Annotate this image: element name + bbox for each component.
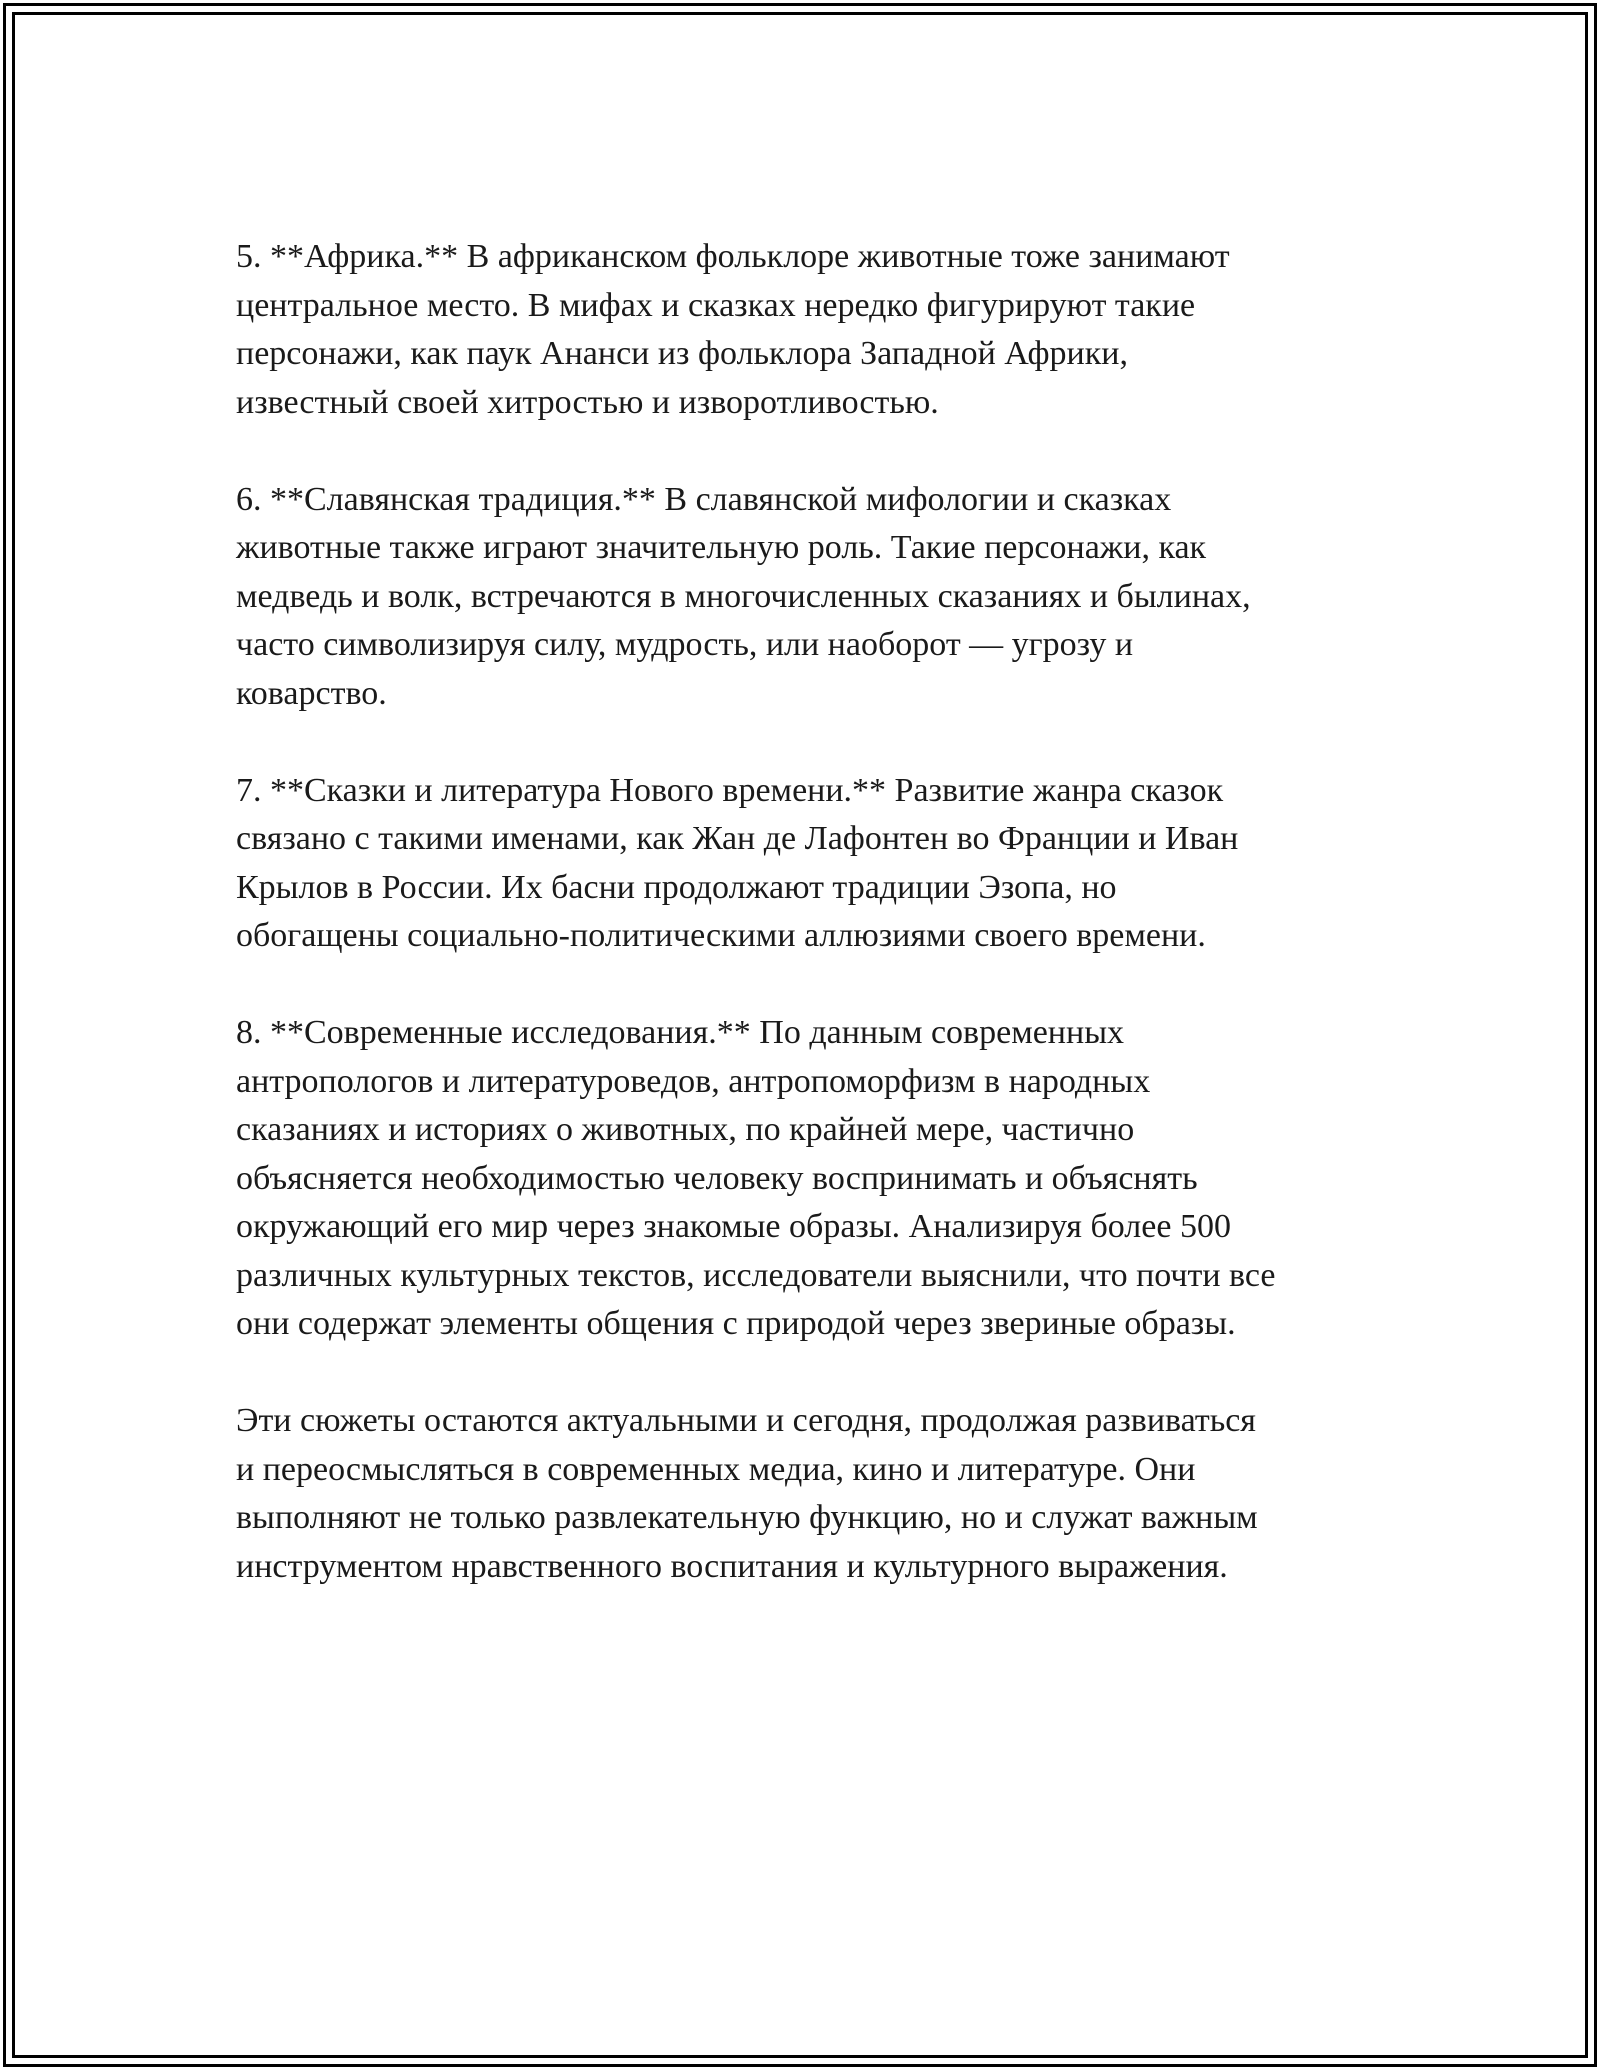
text-line: выполняют не только развлекательную функцию, но и служат важным [236, 1499, 1258, 1536]
text-line: связано с такими именами, как Жан де Лафонтен во Франции и Иван [236, 820, 1239, 857]
paragraph-conclusion [236, 1397, 1386, 1591]
text-line: животные также играют значительную роль. Такие персонажи, как [236, 529, 1207, 566]
text-line: обогащены социально-политическими аллюзиями своего времени. [236, 917, 1206, 954]
text-line: Эти сюжеты остаются актуальными и сегодня, продолжая развиваться [236, 1402, 1256, 1439]
text-line: Крылов в России. Их басни продолжают традиции Эзопа, но [236, 868, 1117, 906]
document-body [236, 233, 1386, 1640]
paragraph-africa [236, 233, 1386, 427]
paragraph-modern-literature [236, 767, 1386, 961]
text-line: 6. **Славянская традиция.** В славянской мифологии и сказках [236, 480, 1172, 518]
text-line: коварство. [236, 674, 387, 712]
text-line: часто символизируя силу, мудрость, или наоборот — угрозу и [236, 626, 1134, 663]
paragraph-modern-research [236, 1009, 1386, 1349]
text-line: антропологов и литературоведов, антропоморфизм в народных [236, 1062, 1151, 1100]
paragraph-slavic-tradition [236, 476, 1386, 719]
text-line: они содержат элементы общения с природой через звериные образы. [236, 1305, 1236, 1342]
text-line: окружающий его мир через знакомые образы. Анализируя более 500 [236, 1208, 1231, 1245]
text-line: центральное место. В мифах и сказках нередко фигурируют такие [236, 286, 1196, 324]
text-line: известный своей хитростью и изворотливостью. [236, 383, 939, 421]
text-line: 7. **Сказки и литература Нового времени.** Развитие жанра сказок [236, 771, 1224, 809]
text-line: медведь и волк, встречаются в многочисленных сказаниях и былинах, [236, 577, 1251, 615]
text-line: и переосмысляться в современных медиа, кино и литературе. Они [236, 1450, 1196, 1488]
text-line: 8. **Современные исследования.** По данным современных [236, 1014, 1125, 1051]
text-line: персонажи, как паук Ананси из фольклора Западной Африки, [236, 335, 1128, 372]
text-line: различных культурных текстов, исследователи выяснили, что почти все [236, 1256, 1276, 1294]
text-line: сказаниях и историях о животных, по крайней мере, частично [236, 1111, 1135, 1148]
text-line: 5. **Африка.** В африканском фольклоре животные тоже занимают [236, 238, 1230, 275]
text-line: объясняется необходимостью человеку воспринимать и объяснять [236, 1159, 1198, 1197]
text-line: инструментом нравственного воспитания и культурного выражения. [236, 1547, 1228, 1585]
